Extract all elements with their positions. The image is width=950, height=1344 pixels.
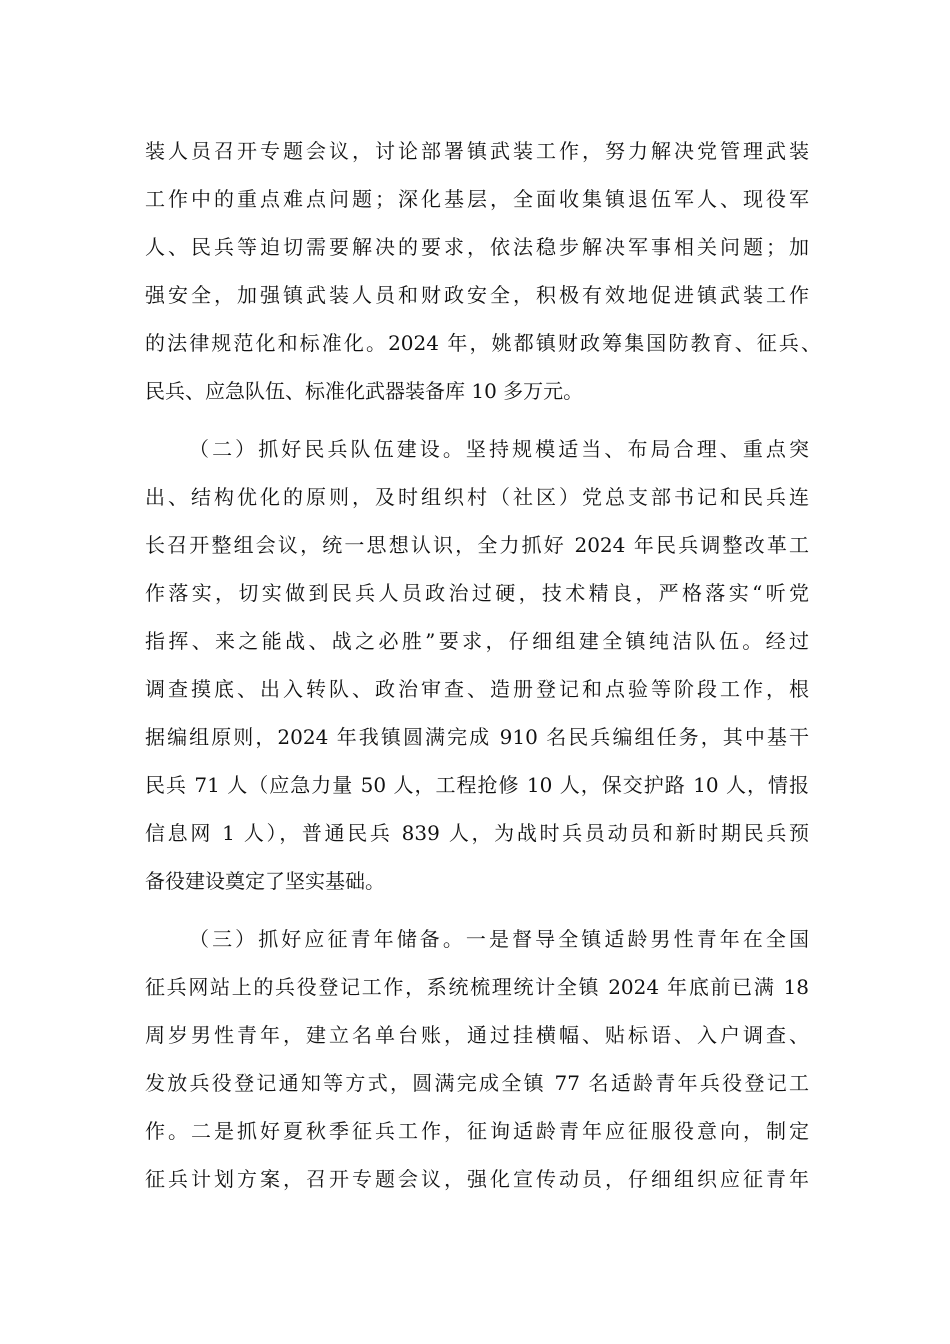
text-line: 备役建设奠定了坚实基础。 (145, 869, 385, 893)
paragraph-heading-line: （三）抓好应征青年储备。一是督导全镇适龄男性青年在全国 (189, 927, 809, 951)
text-line: 信息网 1 人），普通民兵 839 人，为战时兵员动员和新时期民兵预 (145, 821, 809, 845)
text-line: 装人员召开专题会议，讨论部署镇武装工作，努力解决党管理武装 (145, 139, 809, 163)
text-line: 据编组原则，2024 年我镇圆满完成 910 名民兵编组任务，其中基干 (145, 725, 809, 749)
text-line: 的法律规范化和标准化。2024 年，姚都镇财政筹集国防教育、征兵、 (145, 331, 821, 355)
body-text (145, 127, 825, 1203)
text-line: 指挥、来之能战、战之必胜”要求，仔细组建全镇纯洁队伍。经过 (145, 629, 809, 653)
text-line: 征兵网站上的兵役登记工作，系统梳理统计全镇 2024 年底前已满 18 (145, 975, 809, 999)
text-line: 民兵、应急队伍、标准化武器装备库 10 多万元。 (145, 379, 584, 403)
text-line: 征兵计划方案，召开专题会议，强化宣传动员，仔细组织应征青年 (145, 1167, 809, 1191)
text-line: 出、结构优化的原则，及时组织村（社区）党总支部书记和民兵连 (145, 485, 809, 509)
text-line: 发放兵役登记通知等方式，圆满完成全镇 77 名适龄青年兵役登记工 (145, 1071, 809, 1095)
text-line: 工作中的重点难点问题；深化基层，全面收集镇退伍军人、现役军 (145, 187, 809, 211)
text-line: 民兵 71 人（应急力量 50 人，工程抢修 10 人，保交护路 10 人，情报 (145, 773, 809, 797)
paragraph-heading-line: （二）抓好民兵队伍建设。坚持规模适当、布局合理、重点突 (189, 437, 809, 461)
text-line: 人、民兵等迫切需要解决的要求，依法稳步解决军事相关问题；加 (145, 235, 809, 259)
text-line: 作。二是抓好夏秋季征兵工作，征询适龄青年应征服役意向，制定 (145, 1119, 809, 1143)
text-line: 周岁男性青年，建立名单台账，通过挂横幅、贴标语、入户调查、 (145, 1023, 809, 1047)
text-line: 作落实，切实做到民兵人员政治过硬，技术精良，严格落实“听党 (145, 581, 809, 605)
text-line: 长召开整组会议，统一思想认识，全力抓好 2024 年民兵调整改革工 (145, 533, 809, 557)
text-line: 调查摸底、出入转队、政治审查、造册登记和点验等阶段工作，根 (145, 677, 809, 701)
text-line: 强安全，加强镇武装人员和财政安全，积极有效地促进镇武装工作 (145, 283, 809, 307)
